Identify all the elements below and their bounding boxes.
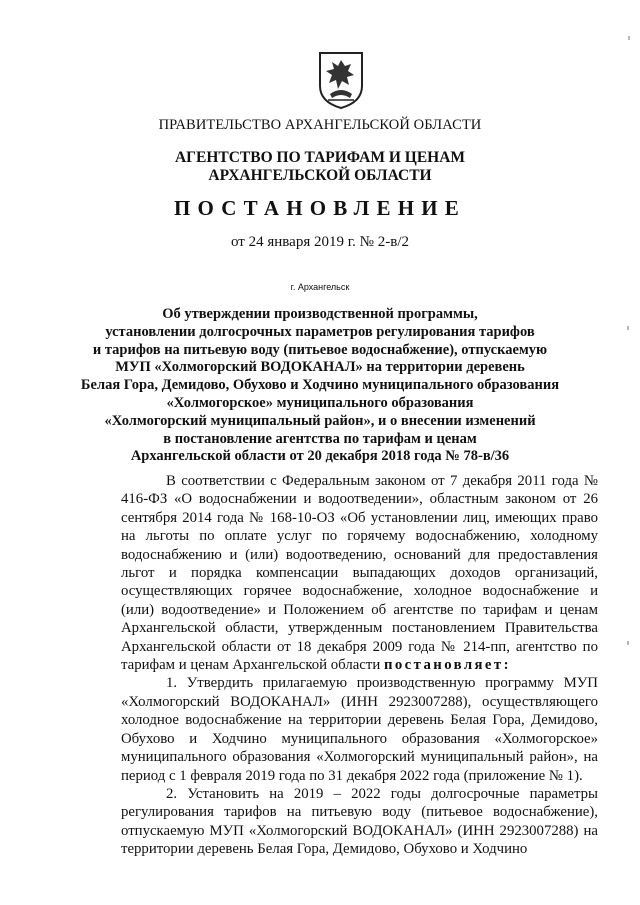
item-2-paragraph: 2. Установить на 2019 – 2022 годы долгосрочные параметры регулирования тарифов на питьевую воду (питьевое водоснабжение), отпускаемую МУП «Холмогорский ВОДОКАНАЛ» (ИНН 2923007288) на территории деревень Белая Гора, Демидово, Обухово и Ходчино [121,785,598,858]
decree-word: постановляет: [383,657,511,674]
title-line: Белая Гора, Демидово, Обухово и Ходчино муниципального образования [80,377,560,394]
document-date-number: от 24 января 2019 г. № 2-в/2 [231,234,409,250]
document-body [121,472,598,859]
title-line: МУП «Холмогорский ВОДОКАНАЛ» на территории деревень [115,359,525,376]
title-line: в постановление агентства по тарифам и ценам [163,430,477,447]
government-name: ПРАВИТЕЛЬСТВО АРХАНГЕЛЬСКОЙ ОБЛАСТИ [158,117,482,133]
coat-of-arms-emblem [316,50,366,110]
title-line: «Холмогорский муниципальный район», и о внесении изменений [104,412,536,429]
document-city: г. Архангельск [290,282,350,292]
scan-mark [627,641,629,645]
agency-name [0,149,640,185]
scan-mark [628,36,630,40]
preamble-paragraph [121,472,598,674]
title-line: и тарифов на питьевую воду (питьевое водоснабжение), отпускаемую [92,341,548,358]
document-title [0,306,640,466]
title-line: Архангельской области от 20 декабря 2018 года № 78-в/36 [130,448,510,465]
item-1-paragraph: 1. Утвердить прилагаемую производственную программу МУП «Холмогорский ВОДОКАНАЛ» (ИНН 2923007288), осуществляющего холодное водоснабжение на территории деревень Белая Гора, Демидово, Обухово и Ходчино муниципального образования «Холмогорское» муниципального образования «Холмогорский муниципальный район», на период с 1 февраля 2019 года по 31 декабря 2022 года (приложение № 1). [121,675,598,784]
agency-name-line-2: АРХАНГЕЛЬСКОЙ ОБЛАСТИ [208,167,432,184]
title-line: установлении долгосрочных параметров регулирования тарифов [105,323,535,340]
document-type-heading: ПОСТАНОВЛЕНИЕ [173,196,467,220]
title-line: «Холмогорское» муниципального образования [166,394,474,411]
agency-name-line-1: АГЕНТСТВО ПО ТАРИФАМ И ЦЕНАМ [174,149,466,166]
preamble-text: В соответствии с Федеральным законом от 7 декабря 2011 года № 416-ФЗ «О водоснабжении и водоотведении», областным законом от 26 сентября 2014 года № 168-10-ОЗ «Об установлении лиц, имеющих право на льготы по оплате услуг по горячему водоснабжению, холодному водоснабжению и (или) водоотведению, оснований для предоставления льгот и порядка компенсации выпадающих доходов организаций, осуществляющих горячее водоснабжение, холодное водоснабжение и (или) водоотведение» и Положением об агентстве по тарифам и ценам Архангельской области, утвержденным постановлением Правительства Архангельской области от 18 декабря 2009 года № 214-пп, агентство по тарифам и ценам Архангельской области [121,473,598,674]
title-line: Об утверждении производственной программы, [162,306,478,322]
scan-mark [627,326,629,330]
